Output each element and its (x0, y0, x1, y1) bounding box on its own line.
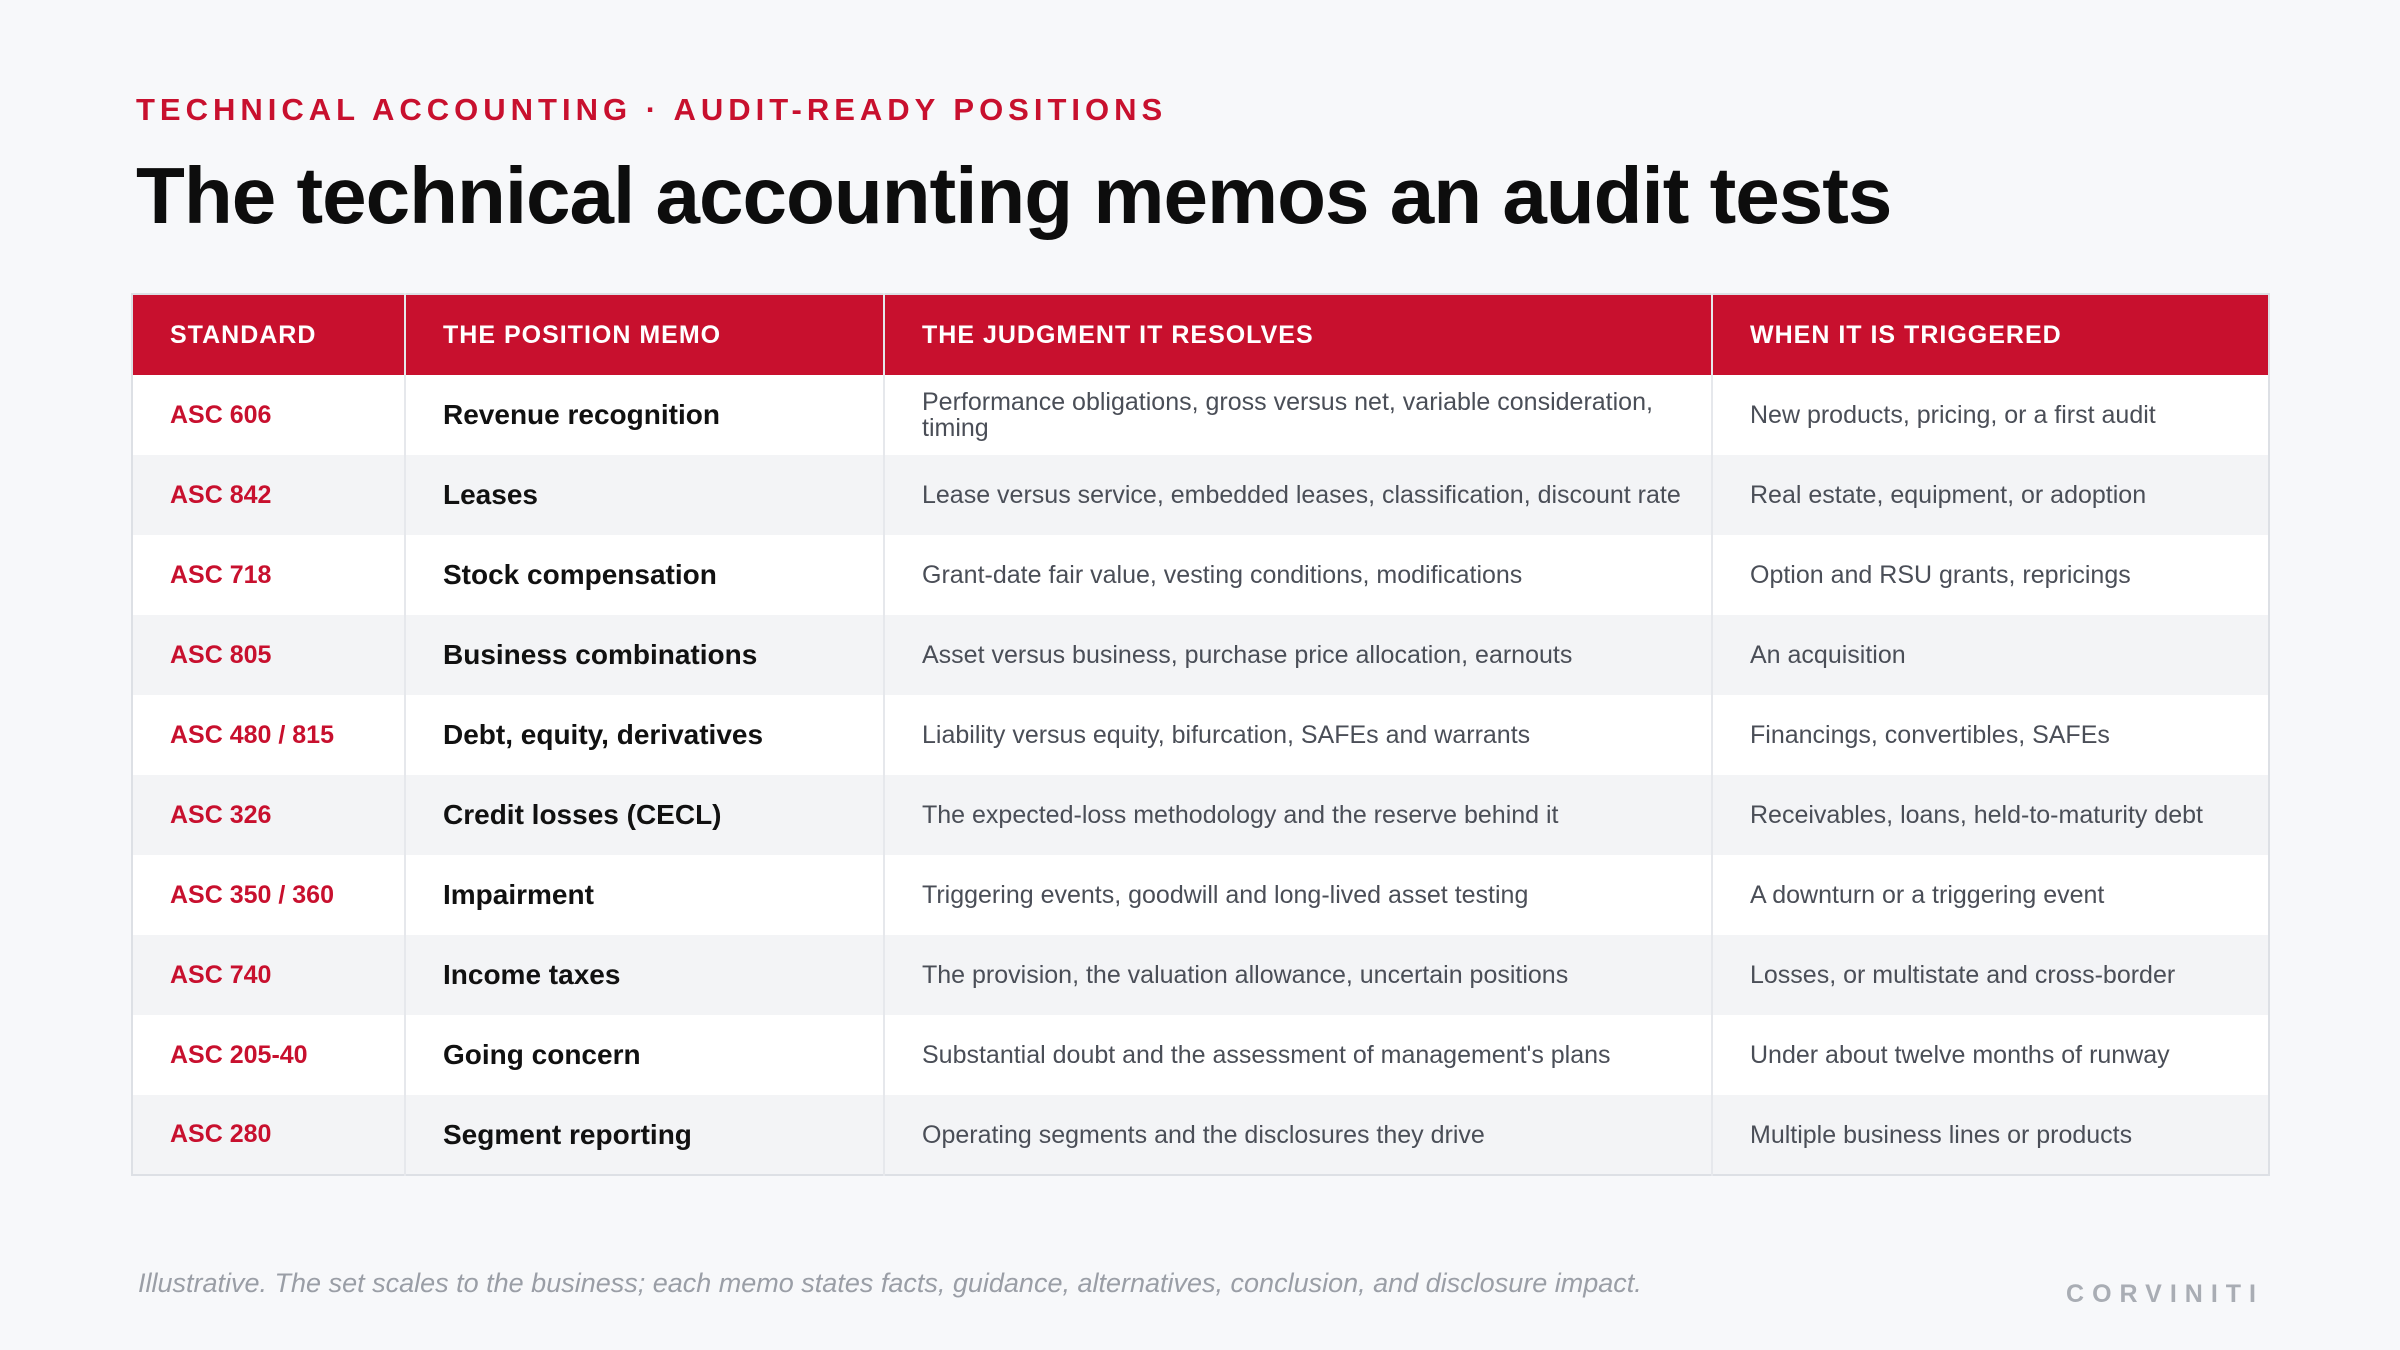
table-row (132, 855, 2269, 935)
standard-cell: ASC 350 / 360 (132, 855, 405, 935)
memo-cell: Revenue recognition (405, 375, 884, 455)
memo-cell: Credit losses (CECL) (405, 775, 884, 855)
judgment-cell: Substantial doubt and the assessment of management's plans (884, 1015, 1712, 1095)
judgment-cell: Grant-date fair value, vesting conditions, modifications (884, 535, 1712, 615)
judgment-cell: Operating segments and the disclosures they drive (884, 1095, 1712, 1175)
trigger-cell: Losses, or multistate and cross-border (1712, 935, 2269, 1015)
header-trigger: WHEN IT IS TRIGGERED (1712, 294, 2269, 375)
trigger-cell: Multiple business lines or products (1712, 1095, 2269, 1175)
table-row (132, 375, 2269, 455)
memo-cell: Income taxes (405, 935, 884, 1015)
table-header-row (132, 294, 2269, 375)
trigger-cell: Real estate, equipment, or adoption (1712, 455, 2269, 535)
table-row (132, 615, 2269, 695)
trigger-cell: New products, pricing, or a first audit (1712, 375, 2269, 455)
trigger-cell: Financings, convertibles, SAFEs (1712, 695, 2269, 775)
table-row (132, 1095, 2269, 1175)
header-standard: STANDARD (132, 294, 405, 375)
standard-cell: ASC 205-40 (132, 1015, 405, 1095)
memo-cell: Impairment (405, 855, 884, 935)
trigger-cell: Receivables, loans, held-to-maturity debt (1712, 775, 2269, 855)
trigger-cell: Option and RSU grants, repricings (1712, 535, 2269, 615)
memo-cell: Going concern (405, 1015, 884, 1095)
judgment-cell: Triggering events, goodwill and long-lived asset testing (884, 855, 1712, 935)
trigger-cell: Under about twelve months of runway (1712, 1015, 2269, 1095)
footnote: Illustrative. The set scales to the business; each memo states facts, guidance, alternatives, conclusion, and disclosure impact. (138, 1268, 1642, 1298)
judgment-cell: Lease versus service, embedded leases, classification, discount rate (884, 455, 1712, 535)
judgment-cell: The expected-loss methodology and the reserve behind it (884, 775, 1712, 855)
table-row (132, 535, 2269, 615)
header-judgment: THE JUDGMENT IT RESOLVES (884, 294, 1712, 375)
table-row (132, 775, 2269, 855)
table-row (132, 1015, 2269, 1095)
standard-cell: ASC 280 (132, 1095, 405, 1175)
standard-cell: ASC 805 (132, 615, 405, 695)
memo-cell: Leases (405, 455, 884, 535)
page-title: The technical accounting memos an audit tests (136, 151, 1892, 240)
standard-cell: ASC 740 (132, 935, 405, 1015)
judgment-cell: The provision, the valuation allowance, uncertain positions (884, 935, 1712, 1015)
brand-logo: CORVINITI (2066, 1280, 2264, 1308)
memo-cell: Business combinations (405, 615, 884, 695)
header-position-memo: THE POSITION MEMO (405, 294, 884, 375)
memo-cell: Stock compensation (405, 535, 884, 615)
trigger-cell: An acquisition (1712, 615, 2269, 695)
table-row (132, 695, 2269, 775)
memo-cell: Debt, equity, derivatives (405, 695, 884, 775)
standard-cell: ASC 480 / 815 (132, 695, 405, 775)
standard-cell: ASC 606 (132, 375, 405, 455)
standard-cell: ASC 326 (132, 775, 405, 855)
judgment-cell: Liability versus equity, bifurcation, SAFEs and warrants (884, 695, 1712, 775)
table-row (132, 935, 2269, 1015)
memo-cell: Segment reporting (405, 1095, 884, 1175)
standard-cell: ASC 842 (132, 455, 405, 535)
memo-table (131, 293, 2270, 1176)
judgment-cell: Performance obligations, gross versus net, variable consideration, timing (884, 375, 1712, 455)
eyebrow: TECHNICAL ACCOUNTING · AUDIT-READY POSITIONS (136, 92, 1168, 127)
standard-cell: ASC 718 (132, 535, 405, 615)
table-row (132, 455, 2269, 535)
trigger-cell: A downturn or a triggering event (1712, 855, 2269, 935)
judgment-cell: Asset versus business, purchase price allocation, earnouts (884, 615, 1712, 695)
